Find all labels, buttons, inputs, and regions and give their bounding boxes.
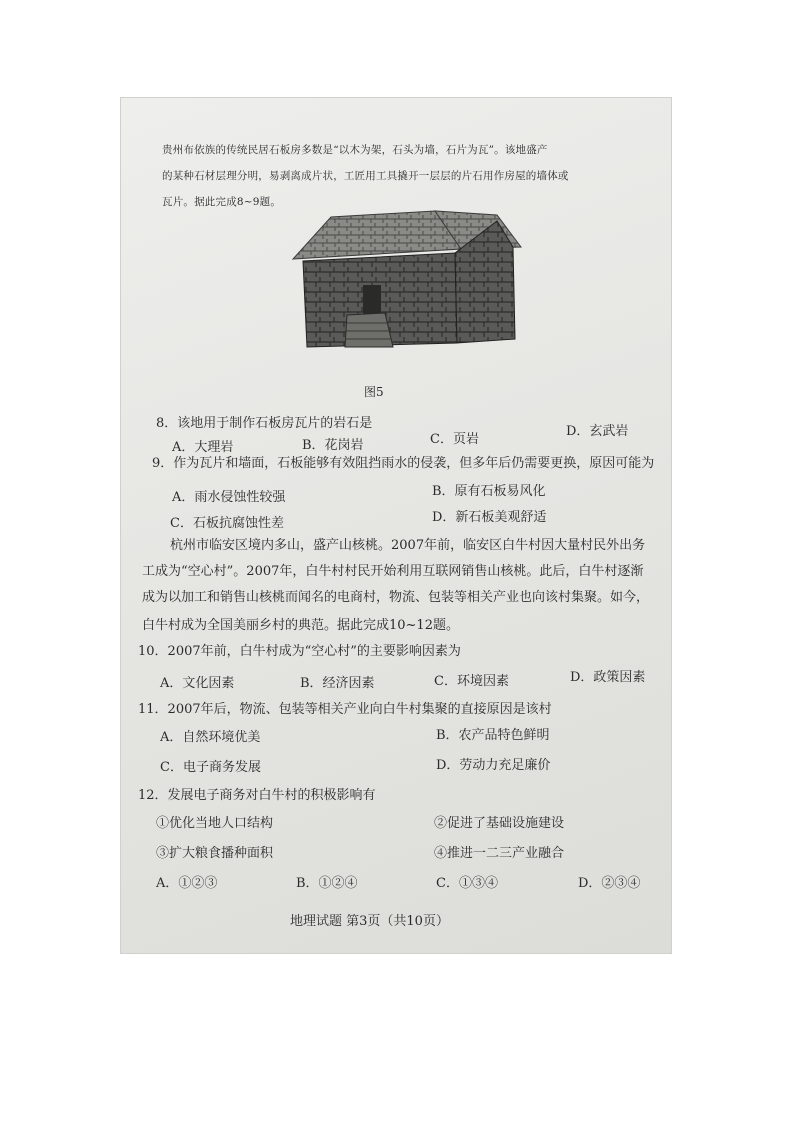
exam-page-photo [120,97,672,954]
q11-stem: 11．2007年后，物流、包装等相关产业向白牛村集聚的直接原因是该村 [138,702,552,717]
q9-stem: 9．作为瓦片和墙面，石板能够有效阻挡雨水的侵袭，但多年后仍需要更换，原因可能为 [152,456,655,471]
q12-statement-2: ②促进了基础设施建设 [434,816,565,831]
intro2-line2: 工成为“空心村”。2007年，白牛村村民开始利用互联网销售山核桃。此后，白牛村逐渐 [142,564,644,579]
q10-option-a[interactable]: A．文化因素 [160,676,235,691]
q8-option-a[interactable]: A．大理岩 [172,440,234,455]
q12-option-b[interactable]: B．①②④ [296,876,358,891]
q11-option-c[interactable]: C．电子商务发展 [160,760,261,775]
q8-option-c[interactable]: C．页岩 [430,432,479,447]
intro1-line1: 贵州布依族的传统民居石板房多数是“以木为架，石头为墙，石片为瓦”。该地盛产 [162,144,548,156]
q10-option-b[interactable]: B．经济因素 [300,676,375,691]
q10-stem: 10．2007年前，白牛村成为“空心村”的主要影响因素为 [138,644,461,659]
q12-option-a[interactable]: A．①②③ [156,876,218,891]
figure-caption: 图5 [364,385,384,399]
q12-option-c[interactable]: C．①③④ [436,876,498,891]
q11-option-b[interactable]: B．农产品特色鲜明 [436,728,550,743]
intro2-line4: 白牛村成为全国美丽乡村的典范。据此完成10~12题。 [142,618,459,633]
stone-house-illustration [285,207,529,357]
q10-option-d[interactable]: D．政策因素 [570,670,646,685]
q8-stem: 8．该地用于制作石板房瓦片的岩石是 [156,416,373,431]
q12-stem: 12．发展电子商务对白牛村的积极影响有 [138,788,376,803]
q11-option-d[interactable]: D．劳动力充足廉价 [436,758,551,773]
q10-option-c[interactable]: C．环境因素 [434,674,509,689]
intro2-line3: 成为以加工和销售山核桃而闻名的电商村，物流、包装等相关产业也向该村集聚。如今， [142,590,650,605]
q11-option-a[interactable]: A．自然环境优美 [160,730,261,745]
q9-option-a[interactable]: A．雨水侵蚀性较强 [172,490,286,505]
q8-option-d[interactable]: D．玄武岩 [566,424,629,439]
intro1-line2: 的某种石材层理分明，易剥离成片状，工匠用工具撬开一层层的片石用作房屋的墙体或 [162,170,569,182]
q12-option-d[interactable]: D．②③④ [578,876,641,891]
q8-option-b[interactable]: B．花岗岩 [302,438,364,453]
q9-option-b[interactable]: B．原有石板易风化 [432,484,546,499]
intro2-line1: 杭州市临安区境内多山，盛产山核桃。2007年前，临安区白牛村因大量村民外出务 [170,538,646,553]
q12-statement-3: ③扩大粮食播种面积 [156,846,274,861]
q12-statement-4: ④推进一二三产业融合 [434,846,565,861]
page-footer: 地理试题 第3页（共10页） [290,914,449,929]
q9-option-d[interactable]: D．新石板美观舒适 [432,510,547,525]
q9-option-c[interactable]: C．石板抗腐蚀性差 [170,516,284,531]
q12-statement-1: ①优化当地人口结构 [156,816,274,831]
intro1-line3: 瓦片。据此完成8~9题。 [162,196,282,208]
